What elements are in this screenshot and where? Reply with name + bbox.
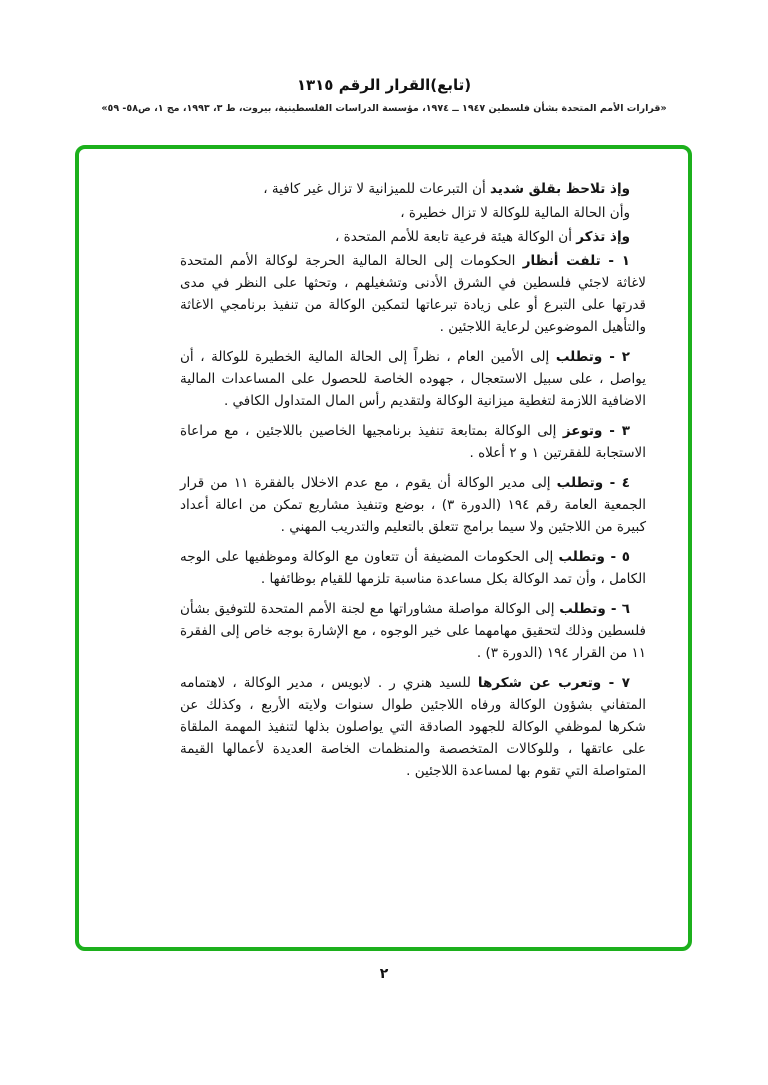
paragraph-number: ١ - — [600, 253, 630, 269]
document-header — [0, 76, 768, 114]
paragraph-lead: وتطلب — [559, 601, 606, 617]
paragraph-text: وأن الحالة المالية للوكالة لا تزال خطيرة ، — [400, 205, 630, 221]
operative-paragraph — [180, 672, 646, 782]
paragraph-text: إلى الوكالة مواصلة مشاوراتها مع لجنة الأمم المتحدة للتوفيق بشأن فلسطين وذلك لتحقيق مهامهما على خير الوجوه ، مع الإشارة بوجه خاص إلى الفقرة ١١ من القرار ١٩٤ (الدورة ٣) . — [180, 601, 646, 661]
paragraph-number: ٧ - — [601, 675, 630, 691]
paragraph-text: إلى الحكومات المضيفة أن تتعاون مع الوكالة وموظفيها على الوجه الكامل ، وأن تمد الوكالة بكل مساعدة مناسبة تلزمها للقيام بوظائفها . — [180, 549, 646, 587]
operative-paragraph — [180, 472, 646, 538]
operative-paragraph — [180, 346, 646, 412]
paragraph-text: إلى الوكالة بمتابعة تنفيذ برنامجيها الخاصين باللاجئين ، مع مراعاة الاستجابة للفقرتين ١ و ٢ أعلاه . — [180, 423, 646, 461]
paragraph-lead: وتطلب — [558, 549, 605, 565]
resolution-text-block — [180, 178, 646, 790]
operative-paragraph — [180, 546, 646, 590]
paragraph-number: ٣ - — [602, 423, 630, 439]
paragraph-text: إلى مدير الوكالة أن يقوم ، مع عدم الاخلال بالفقرة ١١ من قرار الجمعية العامة رقم ١٩٤ (الدورة ٣) ، بوضع وتنفيذ مشاريع تمكن من اعالة أعداد كبيرة من اللاجئين ولا سيما برامج تتعلق بالتعليم والتدريب المهني . — [180, 475, 647, 535]
paragraph-lead: وتطلب — [555, 349, 603, 365]
paragraph-lead: تلفت أنظار — [522, 253, 601, 269]
paragraph-text: أن التبرعات للميزانية لا تزال غير كافية ، — [263, 181, 491, 197]
paragraph-text: إلى الأمين العام ، نظراً إلى الحالة المالية الخطيرة للوكالة ، أن يواصل ، على سبيل الاستعجال ، جهوده الخاصة للحصول على المساعدات المالية الاضافية اللازمة لتغطية ميزانية الوكالة ولتقديم رأس المال المتداول الكافي . — [180, 349, 646, 409]
operative-paragraph — [180, 598, 646, 664]
paragraph-lead: وإذ تذكر — [576, 229, 630, 245]
preamble-line — [180, 226, 646, 248]
paragraph-number: ٤ - — [603, 475, 630, 491]
operative-paragraph — [180, 250, 646, 338]
paragraph-lead: وإذ تلاحظ بقلق شديد — [490, 181, 630, 197]
paragraph-text: الحكومات إلى الحالة المالية الحرجة لوكالة الأمم المتحدة لاغاثة لاجئي فلسطين في الشرق الأدنى وتشغيلهم ، وتحثها على النظر في مدى قدرتها على التبرع أو على زيادة تبرعاتها لتمكين الوكالة من تنفيذ برنامجي الاغاثة والتأهيل الموضوعين لرعاية اللاجئين . — [180, 253, 646, 335]
preamble-line — [180, 178, 646, 200]
paragraph-lead: وتعرب عن شكرها — [477, 675, 602, 691]
paragraph-number: ٢ - — [602, 349, 630, 365]
paragraph-number: ٥ - — [604, 549, 630, 565]
paragraph-lead: وتوعز — [562, 423, 603, 439]
paragraph-lead: وتطلب — [556, 475, 604, 491]
document-citation: «قرارات الأمم المتحدة بشأن فلسطين ١٩٤٧ ــ ١٩٧٤، مؤسسة الدراسات الفلسطينية، بيروت، ط ٣، ١٩٩٣، مج ١، ص٥٨- ٥٩» — [101, 103, 667, 114]
operative-paragraph — [180, 420, 646, 464]
page-number: ٢ — [379, 966, 389, 982]
paragraph-text: للسيد هنري ر . لابويس ، مدير الوكالة ، لاهتمامه المتفاني بشؤون الوكالة ورفاه اللاجئين طوال سنوات ولايته الأربع ، وكذلك عن شكرها لموظفي الوكالة للجهود الصادقة التي يواصلون بذلها لتنفيذ المهمة الملقاة على عاتقها ، وللوكالات المتخصصة والمنظمات الخاصة العديدة لأعمالها القيمة المتواصلة التي تقوم بها لمساعدة اللاجئين . — [180, 675, 646, 779]
preamble-line — [180, 202, 646, 224]
paragraph-number: ٦ - — [605, 601, 630, 617]
document-title: (تابع)القرار الرقم ١٣١٥ — [296, 76, 472, 94]
paragraph-text: أن الوكالة هيئة فرعية تابعة للأمم المتحدة ، — [335, 229, 577, 245]
